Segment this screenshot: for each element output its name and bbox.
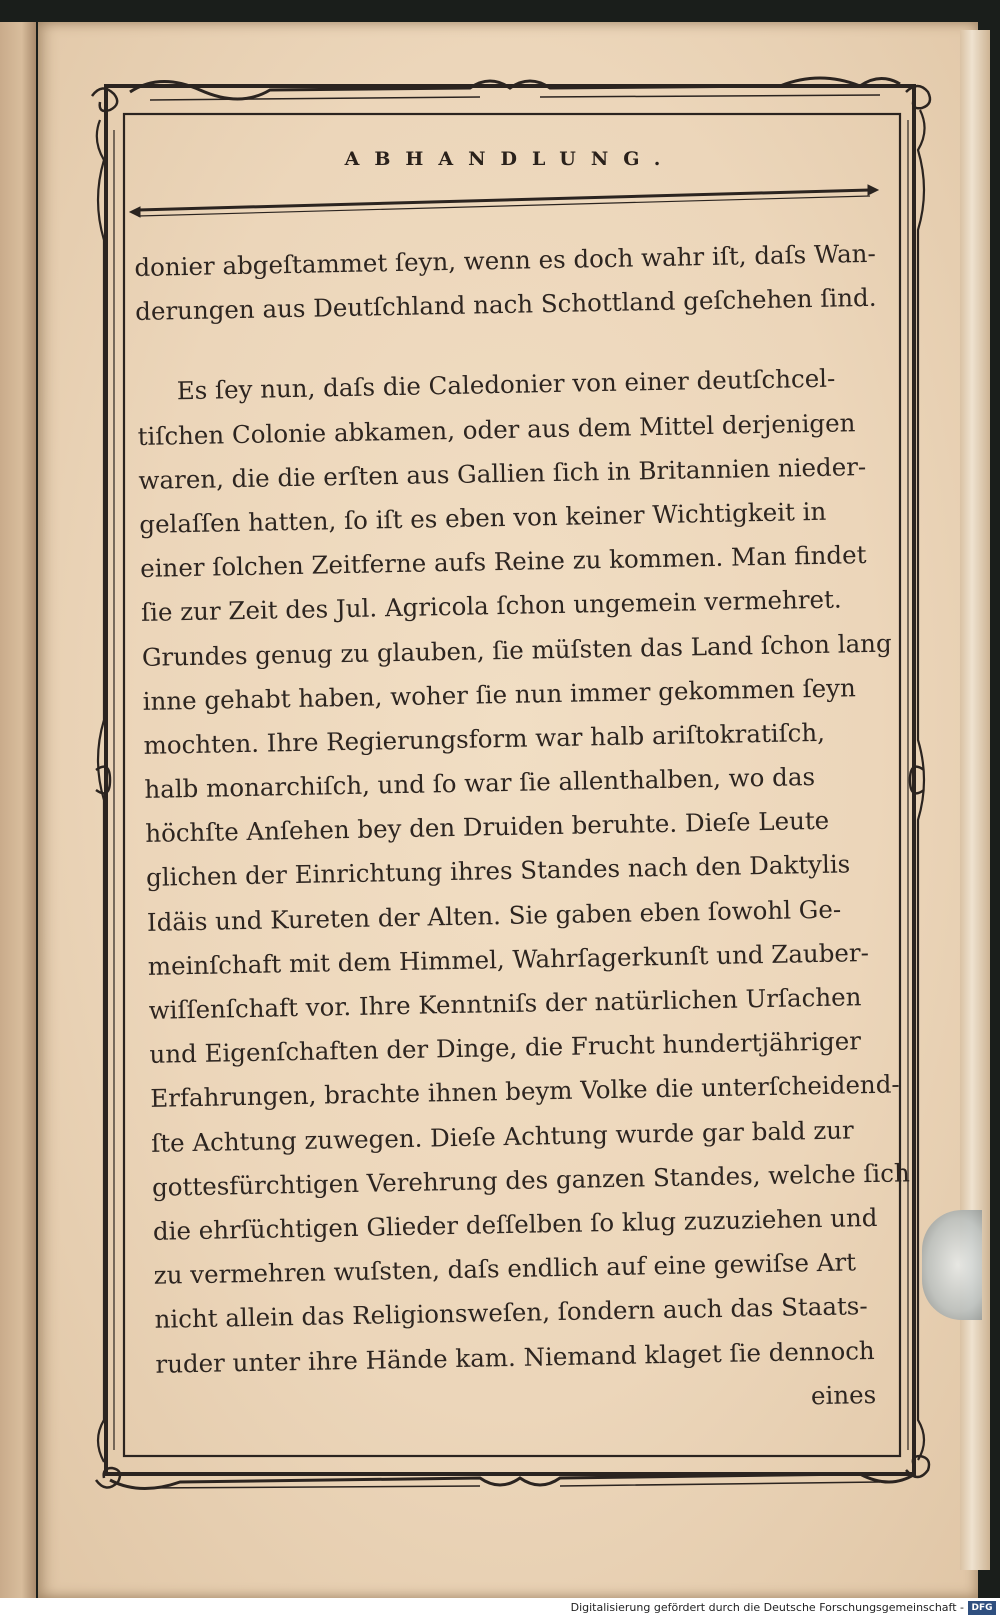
head-rule	[138, 190, 870, 210]
text-line: gelaſſen hatten, ſo iſt es eben von keiner Wichtigkeit in	[139, 496, 827, 539]
footer-bar	[0, 1598, 1000, 1620]
text-line: die ehrſüchtigen Glieder deſſelben ſo klug zuzuziehen und	[152, 1202, 878, 1246]
text-line: nicht allein das Religionsweſen, ſondern auch das Staats-	[154, 1291, 868, 1335]
head-rule-arrow-right	[868, 185, 878, 195]
text-line: mochten. Ihre Regierungsform war halb ariſtokratiſch,	[143, 717, 826, 760]
page-clip-tab	[922, 1210, 982, 1320]
bottom-ornament	[110, 1474, 915, 1489]
text-line: glichen der Einrichtung ihres Standes nach den Daktylis	[145, 849, 851, 893]
text-line: Es ſey nun, daſs die Caledonier von einer deutſchcel-	[176, 363, 836, 406]
text-line: gottesfürchtigen Verehrung des ganzen Standes, welche ſich	[151, 1158, 911, 1202]
footer-credit: Digitalisierung gefördert durch die Deutsche Forschungsgemeinschaft -	[570, 1601, 964, 1614]
text-line: ſie zur Zeit des Jul. Agricola ſchon ungemein vermehret.	[140, 584, 842, 628]
text-line: und Eigenſchaften der Dinge, die Frucht hundertjähriger	[149, 1026, 862, 1070]
head-rule-arrow-left	[130, 207, 140, 217]
text-line: donier abgeſtammet ſeyn, wenn es doch wahr iſt, daſs Wan-	[134, 238, 876, 282]
text-line: derungen aus Deutſchland nach Schottland geſchehen ſind.	[134, 282, 877, 327]
text-line: inne gehabt haben, woher ſie nun immer gekommen ſeyn	[142, 672, 856, 716]
text-line: ruder unter ihre Hände kam. Niemand klaget ſie dennoch	[155, 1335, 875, 1379]
text-line: halb monarchiſch, und ſo war ſie allenthalben, wo das	[144, 762, 816, 804]
text-line: Idäis und Kureten der Alten. Sie gaben eben ſowohl Ge-	[146, 894, 842, 937]
corner-scroll-tr	[906, 86, 930, 108]
text-line: Grundes genug zu glauben, ſie müſsten das Land ſchon lang	[141, 628, 892, 672]
text-line: zu vermehren wuſsten, daſs endlich auf eine gewiſse Art	[153, 1247, 857, 1290]
text-line: höchſte Anſehen bey den Druiden beruhte. Dieſe Leute	[145, 806, 830, 849]
dfg-logo: DFG	[968, 1601, 996, 1615]
text-line: tiſchen Colonie abkamen, oder aus dem Mittel derjenigen	[137, 407, 856, 451]
text-line: einer ſolchen Zeitferne aufs Reine zu kommen. Man findet	[139, 540, 867, 584]
text-line: meinſchaft mit dem Himmel, Wahrſagerkunſt und Zauber-	[147, 937, 870, 981]
text-line: waren, die die erſten aus Gallien ſich in Britannien nieder-	[138, 451, 867, 495]
text-line: Erfahrungen, brachte ihnen beym Volke die unterſcheidend-	[150, 1069, 900, 1114]
body-text	[134, 231, 917, 1430]
text-line: ſte Achtung zuwegen. Dieſe Achtung wurde gar bald zur	[150, 1114, 854, 1158]
catchword: eines	[810, 1379, 877, 1410]
text-line: wiſſenſchaft vor. Ihre Kenntniſs der natürlichen Urſachen	[148, 982, 862, 1025]
running-head: ABHANDLUNG.	[344, 148, 676, 170]
